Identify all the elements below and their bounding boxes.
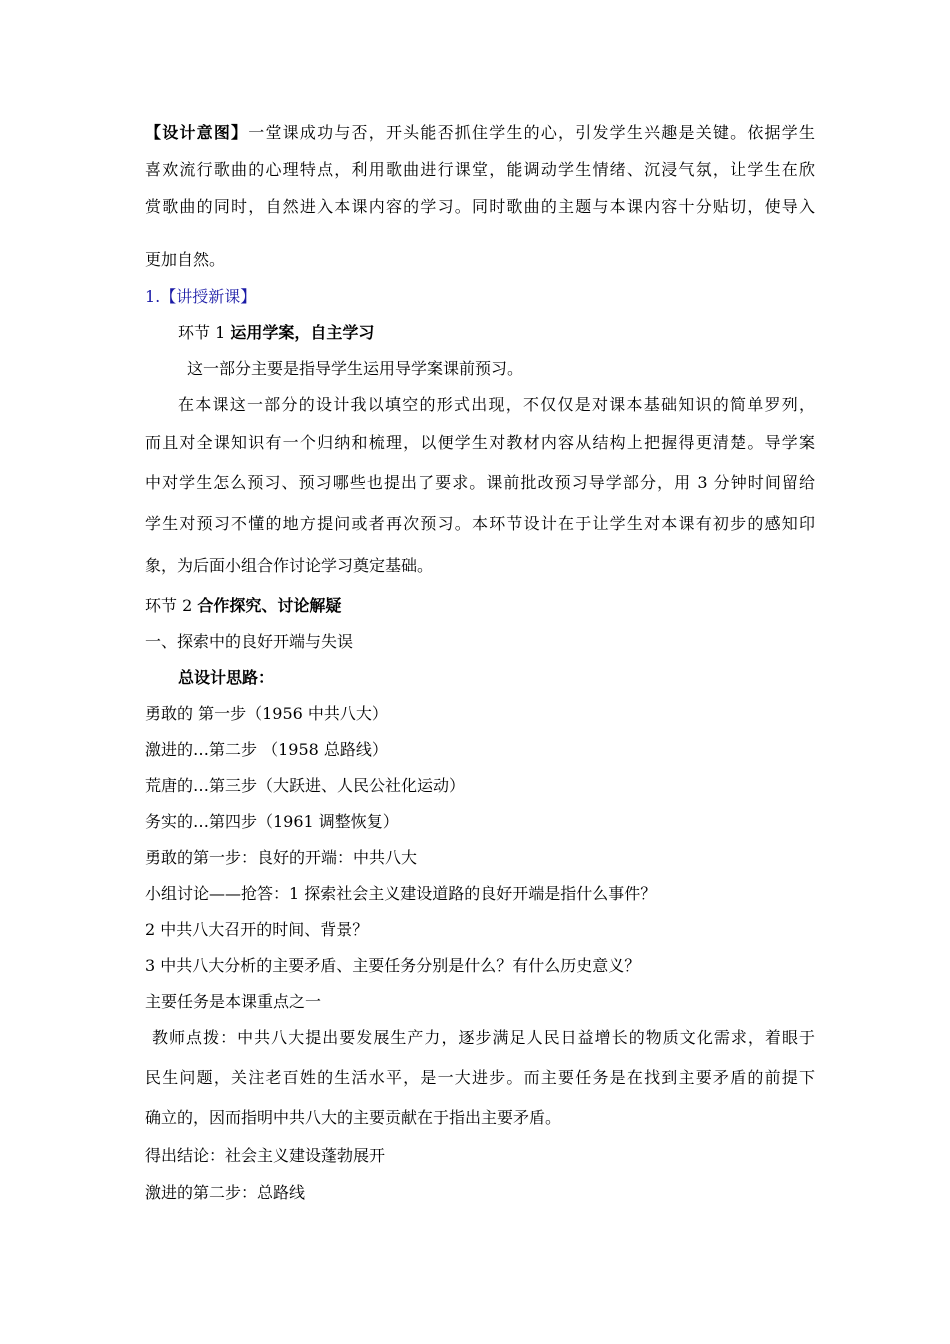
part1-title: 一、探索中的良好开端与失误 bbox=[145, 632, 354, 651]
step1-paragraph-line-2: 而且对全课知识有一个归纳和梳理，以便学生对教材内容从结构上把握得更清楚。导学案 bbox=[145, 433, 815, 452]
teacher-guidance-line-3: 确立的，因而指明中共八大的主要贡献在于指出主要矛盾。 bbox=[145, 1108, 562, 1127]
step1-prefix: 环节 1 bbox=[178, 323, 231, 342]
step1-heading bbox=[178, 323, 815, 343]
step2-title: 合作探究、讨论解疑 bbox=[197, 596, 342, 615]
key-point-note: 主要任务是本课重点之一 bbox=[145, 992, 322, 1011]
design-intent-text-1: 一堂课成功与否，开头能否抓住学生的心，引发学生兴趣是关键。依据学生 bbox=[248, 123, 815, 142]
question-3: 3 中共八大分析的主要矛盾、主要任务分别是什么？有什么历史意义？ bbox=[145, 956, 641, 975]
design-intent-line-2: 喜欢流行歌曲的心理特点，利用歌曲进行课堂，能调动学生情绪、沉浸气氛，让学生在欣 bbox=[145, 160, 815, 179]
step-second: 激进的…第二步 （1958 总路线） bbox=[145, 740, 388, 759]
brave-first-step: 勇敢的第一步：良好的开端：中共八大 bbox=[145, 848, 418, 867]
group-discussion: 小组讨论——抢答：1 探索社会主义建设道路的良好开端是指什么事件？ bbox=[145, 884, 657, 903]
step1-title: 运用学案，自主学习 bbox=[230, 323, 375, 342]
step1-paragraph-line-1: 在本课这一部分的设计我以填空的形式出现，不仅仅是对课本基础知识的简单罗列， bbox=[178, 395, 815, 414]
design-intent-line-4: 更加自然。 bbox=[145, 250, 226, 269]
section-title: 【讲授新课】 bbox=[160, 287, 257, 306]
design-intent-line-1 bbox=[145, 123, 815, 143]
step1-paragraph-line-4: 学生对预习不懂的地方提问或者再次预习。本环节设计在于让学生对本课有初步的感知印 bbox=[145, 514, 815, 533]
step1-description: 这一部分主要是指导学生运用导学案课前预习。 bbox=[187, 359, 524, 378]
step-first: 勇敢的 第一步（1956 中共八大） bbox=[145, 704, 388, 723]
question-2: 2 中共八大召开的时间、背景？ bbox=[145, 920, 369, 939]
conclusion: 得出结论：社会主义建设蓬勃展开 bbox=[145, 1146, 386, 1165]
step2-prefix: 环节 2 bbox=[145, 596, 198, 615]
section-heading-lecture bbox=[145, 287, 815, 307]
step1-paragraph-line-3: 中对学生怎么预习、预习哪些也提出了要求。课前批改预习导学部分，用 3 分钟时间留给 bbox=[145, 473, 815, 492]
radical-second-step: 激进的第二步：总路线 bbox=[145, 1183, 306, 1202]
step1-paragraph-line-5: 象，为后面小组合作讨论学习奠定基础。 bbox=[145, 556, 434, 575]
step2-heading bbox=[145, 596, 815, 616]
teacher-guidance-line-2: 民生问题，关注老百姓的生活水平，是一大进步。而主要任务是在找到主要矛盾的前提下 bbox=[145, 1068, 815, 1087]
step-fourth: 务实的…第四步（1961 调整恢复） bbox=[145, 812, 399, 831]
design-intent-line-3: 赏歌曲的同时，自然进入本课内容的学习。同时歌曲的主题与本课内容十分贴切，使导入 bbox=[145, 197, 815, 216]
teacher-guidance-line-1: 教师点拨：中共八大提出要发展生产力，逐步满足人民日益增长的物质文化需求，着眼于 bbox=[152, 1028, 815, 1047]
overall-design-label: 总设计思路： bbox=[178, 668, 275, 687]
design-intent-label: 【设计意图】 bbox=[145, 123, 249, 142]
section-number: 1. bbox=[145, 287, 161, 306]
step-third: 荒唐的…第三步（大跃进、人民公社化运动） bbox=[145, 776, 466, 795]
